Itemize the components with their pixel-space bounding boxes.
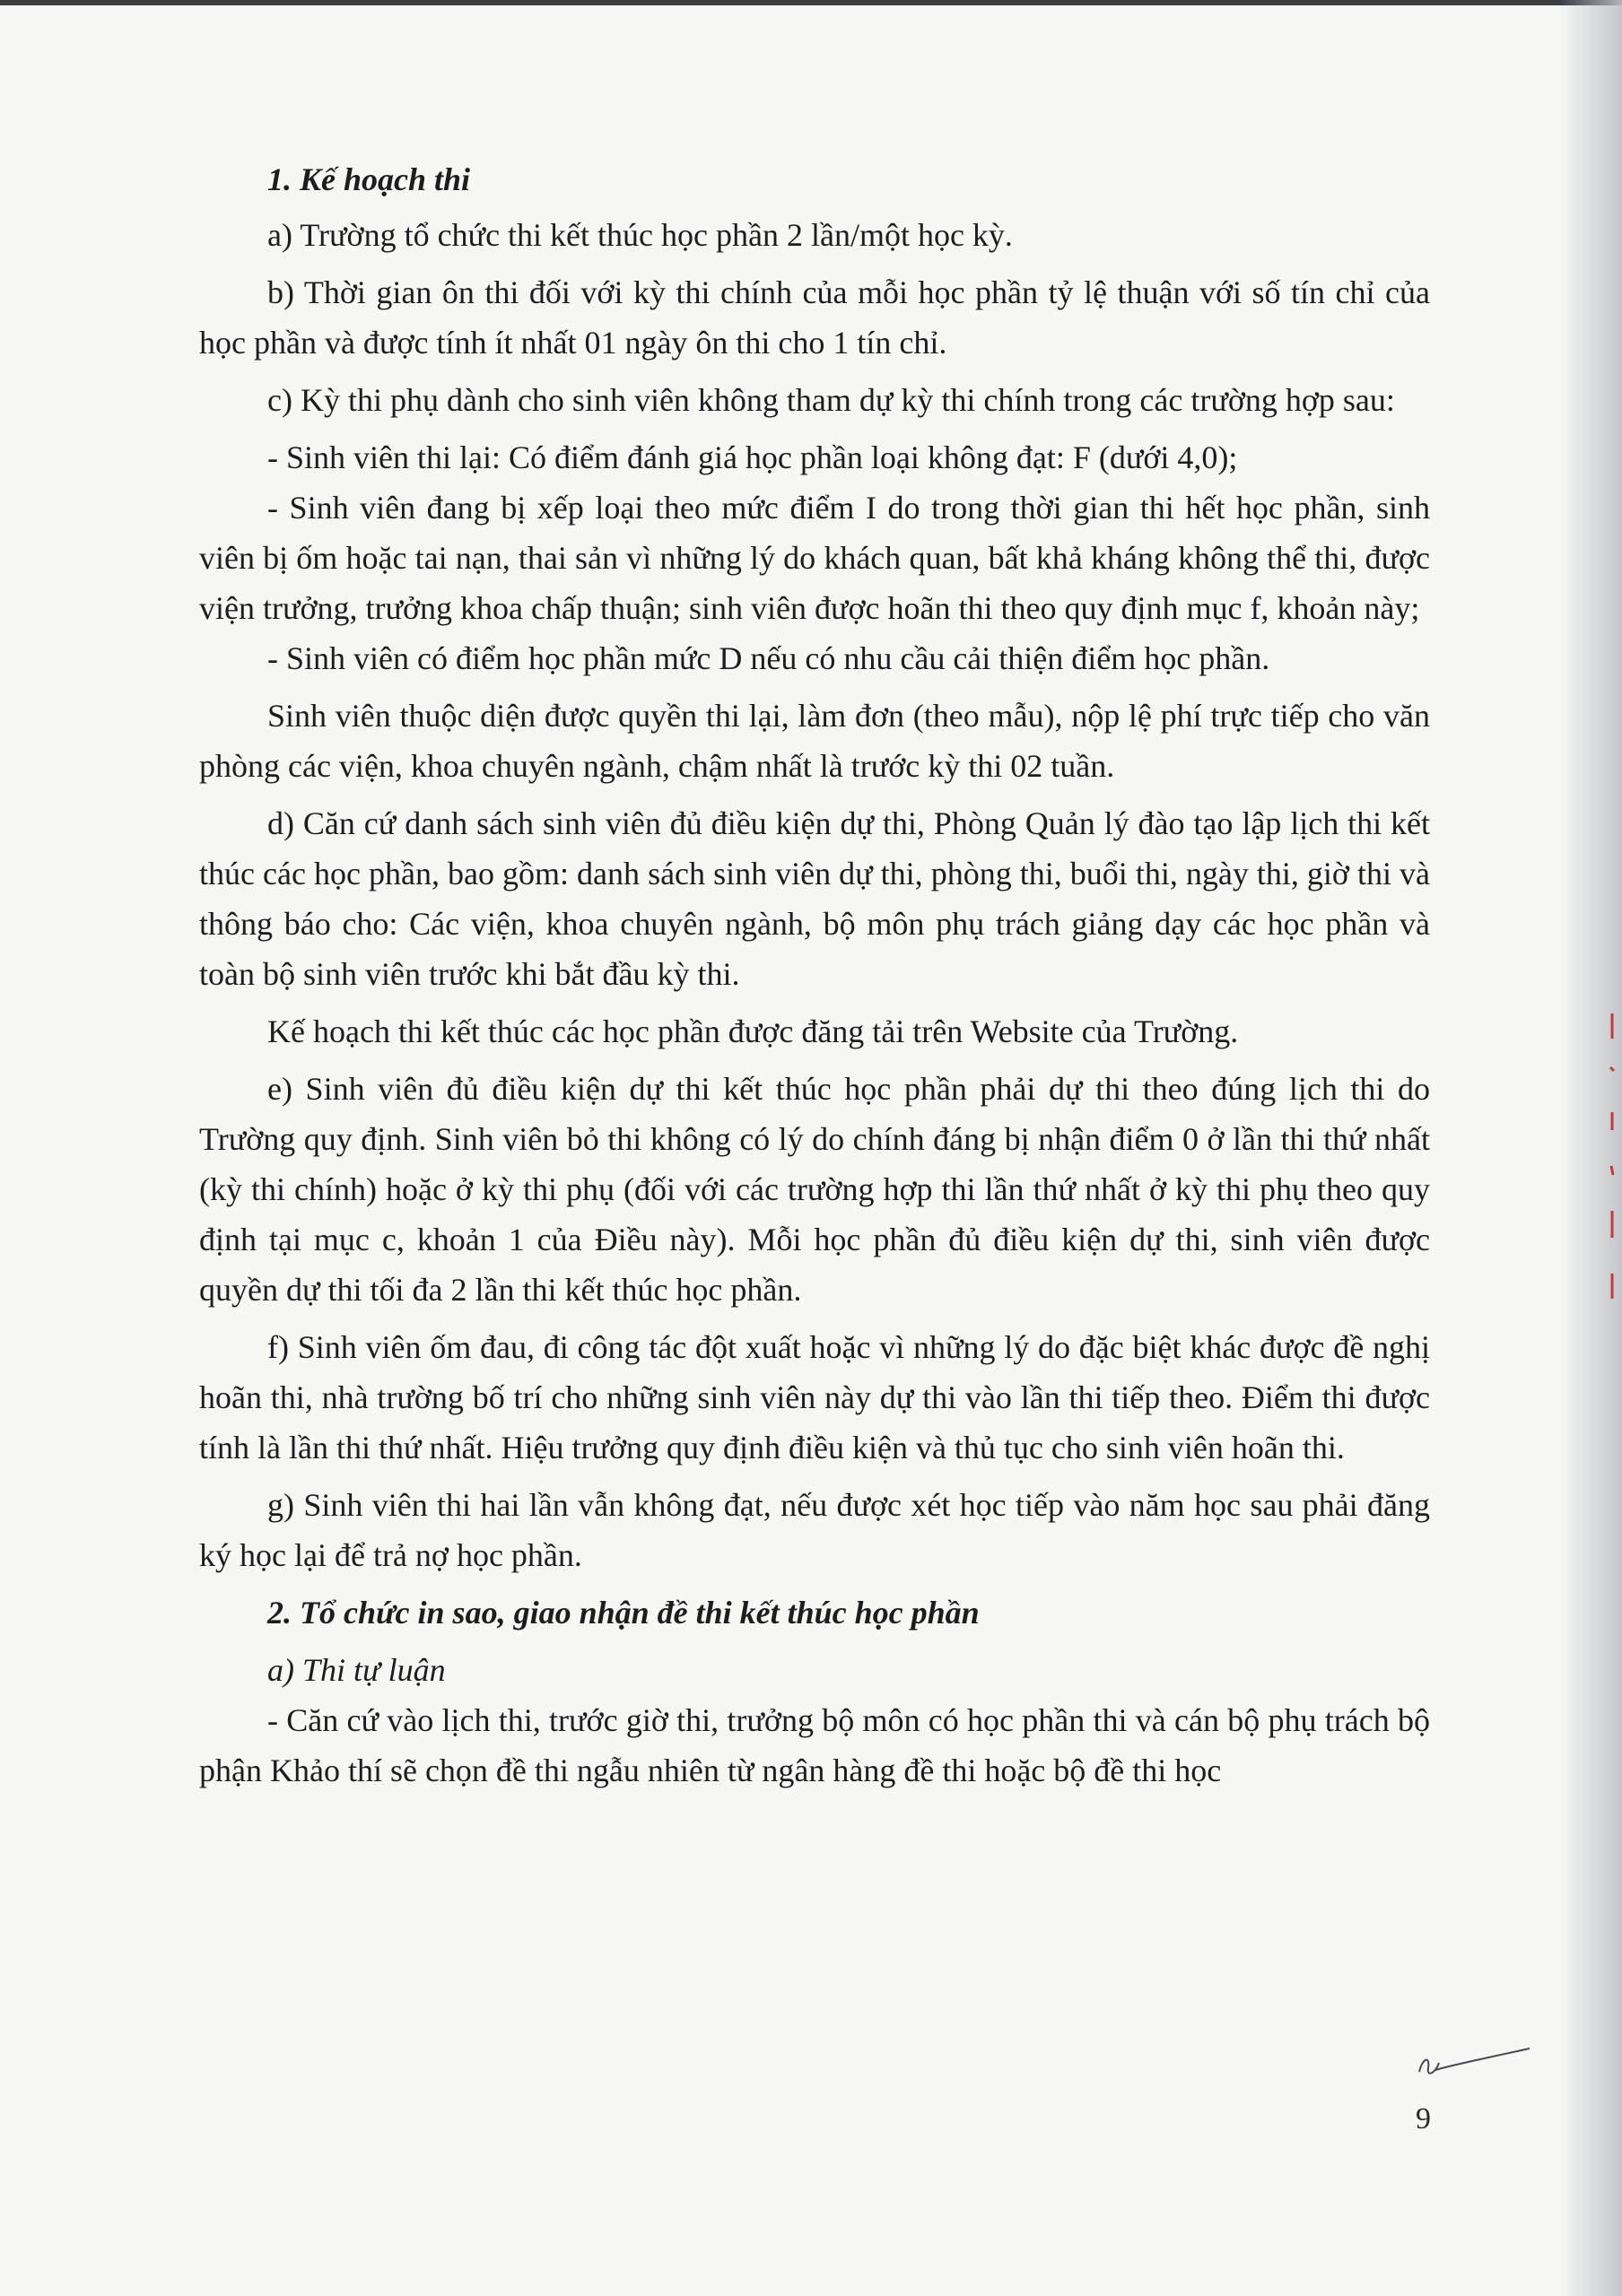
scan-top-edge [0, 0, 1622, 5]
handwritten-initials [1400, 2038, 1534, 2092]
section-2-heading: 2. Tổ chức in sao, giao nhận đề thi kết thúc học phần [267, 1595, 980, 1631]
paragraph-c-item-2: - Sinh viên đang bị xếp loại theo mức điểm I do trong thời gian thi hết học phần, sinh viên bị ốm hoặc tai nạn, thai sản vì những lý do khách quan, bất khả kháng không thể thi, được viện trưởng, trưởng khoa chấp thuận; sinh viên được hoãn thi theo quy định mục f, khoản này; [199, 490, 1430, 626]
paragraph-d: d) Căn cứ danh sách sinh viên đủ điều kiện dự thi, Phòng Quản lý đào tạo lập lịch thi kết thúc các học phần, bao gồm: danh sách sinh viên dự thi, phòng thi, buổi thi, ngày thi, giờ thi và thông báo cho: Các viện, khoa chuyên ngành, bộ môn phụ trách giảng dạy các học phần và toàn bộ sinh viên trước khi bắt đầu kỳ thi. [199, 805, 1430, 992]
paragraph-c-item-1: - Sinh viên thi lại: Có điểm đánh giá học phần loại không đạt: F (dưới 4,0); [267, 439, 1238, 475]
paragraph-c: c) Kỳ thi phụ dành cho sinh viên không tham dự kỳ thi chính trong các trường hợp sau: [267, 382, 1395, 418]
paragraph-c-note: Sinh viên thuộc diện được quyền thi lại, làm đơn (theo mẫu), nộp lệ phí trực tiếp cho văn phòng các viện, khoa chuyên ngành, chậm nhất là trước kỳ thi 02 tuần. [199, 698, 1430, 784]
document-body [199, 154, 1430, 1796]
paragraph-d-note: Kế hoạch thi kết thúc các học phần được đăng tải trên Website của Trường. [267, 1013, 1239, 1049]
paragraph-f: f) Sinh viên ốm đau, đi công tác đột xuất hoặc vì những lý do đặc biệt khác được đề nghị hoãn thi, nhà trường bố trí cho những sinh viên này dự thi vào lần thi tiếp theo. Điểm thi được tính là lần thi thứ nhất. Hiệu trưởng quy định điều kiện và thủ tục cho sinh viên hoãn thi. [199, 1329, 1430, 1465]
paragraph-e: e) Sinh viên đủ điều kiện dự thi kết thúc học phần phải dự thi theo đúng lịch thi do Trường quy định. Sinh viên bỏ thi không có lý do chính đáng bị nhận điểm 0 ở lần thi thứ nhất (kỳ thi chính) hoặc ở kỳ thi phụ (đối với các trường hợp thi lần thứ nhất ở kỳ thi phụ theo quy định tại mục c, khoản 1 của Điều này). Mỗi học phần đủ điều kiện dự thi, sinh viên được quyền dự thi tối đa 2 lần thi kết thúc học phần. [199, 1071, 1430, 1308]
paragraph-g: g) Sinh viên thi hai lần vẫn không đạt, nếu được xét học tiếp vào năm học sau phải đăng ký học lại để trả nợ học phần. [199, 1487, 1430, 1573]
subsection-a-heading: a) Thi tự luận [267, 1652, 446, 1688]
section-1-heading: 1. Kế hoạch thi [267, 161, 471, 197]
paragraph-c-item-3: - Sinh viên có điểm học phần mức D nếu có nhu cầu cải thiện điểm học phần. [267, 640, 1270, 676]
paragraph-b: b) Thời gian ôn thi đối với kỳ thi chính của mỗi học phần tỷ lệ thuận với số tín chỉ của học phần và được tính ít nhất 01 ngày ôn thi cho 1 tín chỉ. [199, 274, 1430, 361]
paragraph-a: a) Trường tổ chức thi kết thúc học phần 2 lần/một học kỳ. [267, 217, 1013, 253]
subsection-a-paragraph: - Căn cứ vào lịch thi, trước giờ thi, trưởng bộ môn có học phần thi và cán bộ phụ trách bộ phận Khảo thí sẽ chọn đề thi ngẫu nhiên từ ngân hàng đề thi hoặc bộ đề thi học [199, 1702, 1430, 1788]
red-margin-mark [1606, 1013, 1618, 1300]
page-number: 9 [1416, 2102, 1431, 2135]
